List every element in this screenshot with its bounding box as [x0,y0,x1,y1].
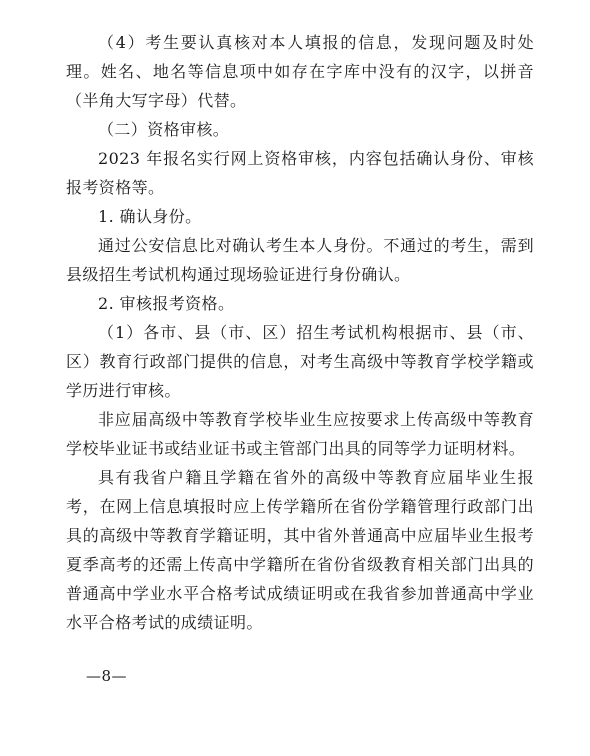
heading-review-eligibility: 2. 审核报考资格。 [98,294,235,313]
paragraph-education-review: （1）各市、县（市、区）招生考试机构根据市、县（市、区）教育行政部门提供的信息，对考生高级中等教育学校学籍或学历进行审核。 [66,323,534,400]
page-number: —8— [86,667,128,685]
paragraph-online-review: 2023 年报名实行网上资格审核，内容包括确认身份、审核报考资格等。 [66,149,534,197]
paragraph-verify-info: （4）考生要认真核对本人填报的信息，发现问题及时处理。姓名、地名等信息项中如存在字库中没有的汉字，以拼音（半角大写字母）代替。 [66,33,534,110]
paragraph-out-of-province-students: 具有我省户籍且学籍在省外的高级中等教育应届毕业生报考，在网上信息填报时应上传学籍所在省份学籍管理行政部门出具的高级中等教育学籍证明，其中省外普通高中应届毕业生报考夏季高考的还需上传高中学籍所在省份省级教育相关部门出具的普通高中学业水平合格考试成绩证明或在我省参加普通高中学业水平合格考试的成绩证明。 [66,468,534,632]
paragraph-identity-check: 通过公安信息比对确认考生本人身份。不通过的考生，需到县级招生考试机构通过现场验证进行身份确认。 [66,236,534,284]
paragraph-non-current-graduates: 非应届高级中等教育学校毕业生应按要求上传高级中等教育学校毕业证书或结业证书或主管部门出具的同等学力证明材料。 [66,410,534,458]
heading-qualification-review: （二）资格审核。 [98,120,230,139]
heading-confirm-identity: 1. 确认身份。 [98,207,202,226]
document-body [66,28,534,637]
